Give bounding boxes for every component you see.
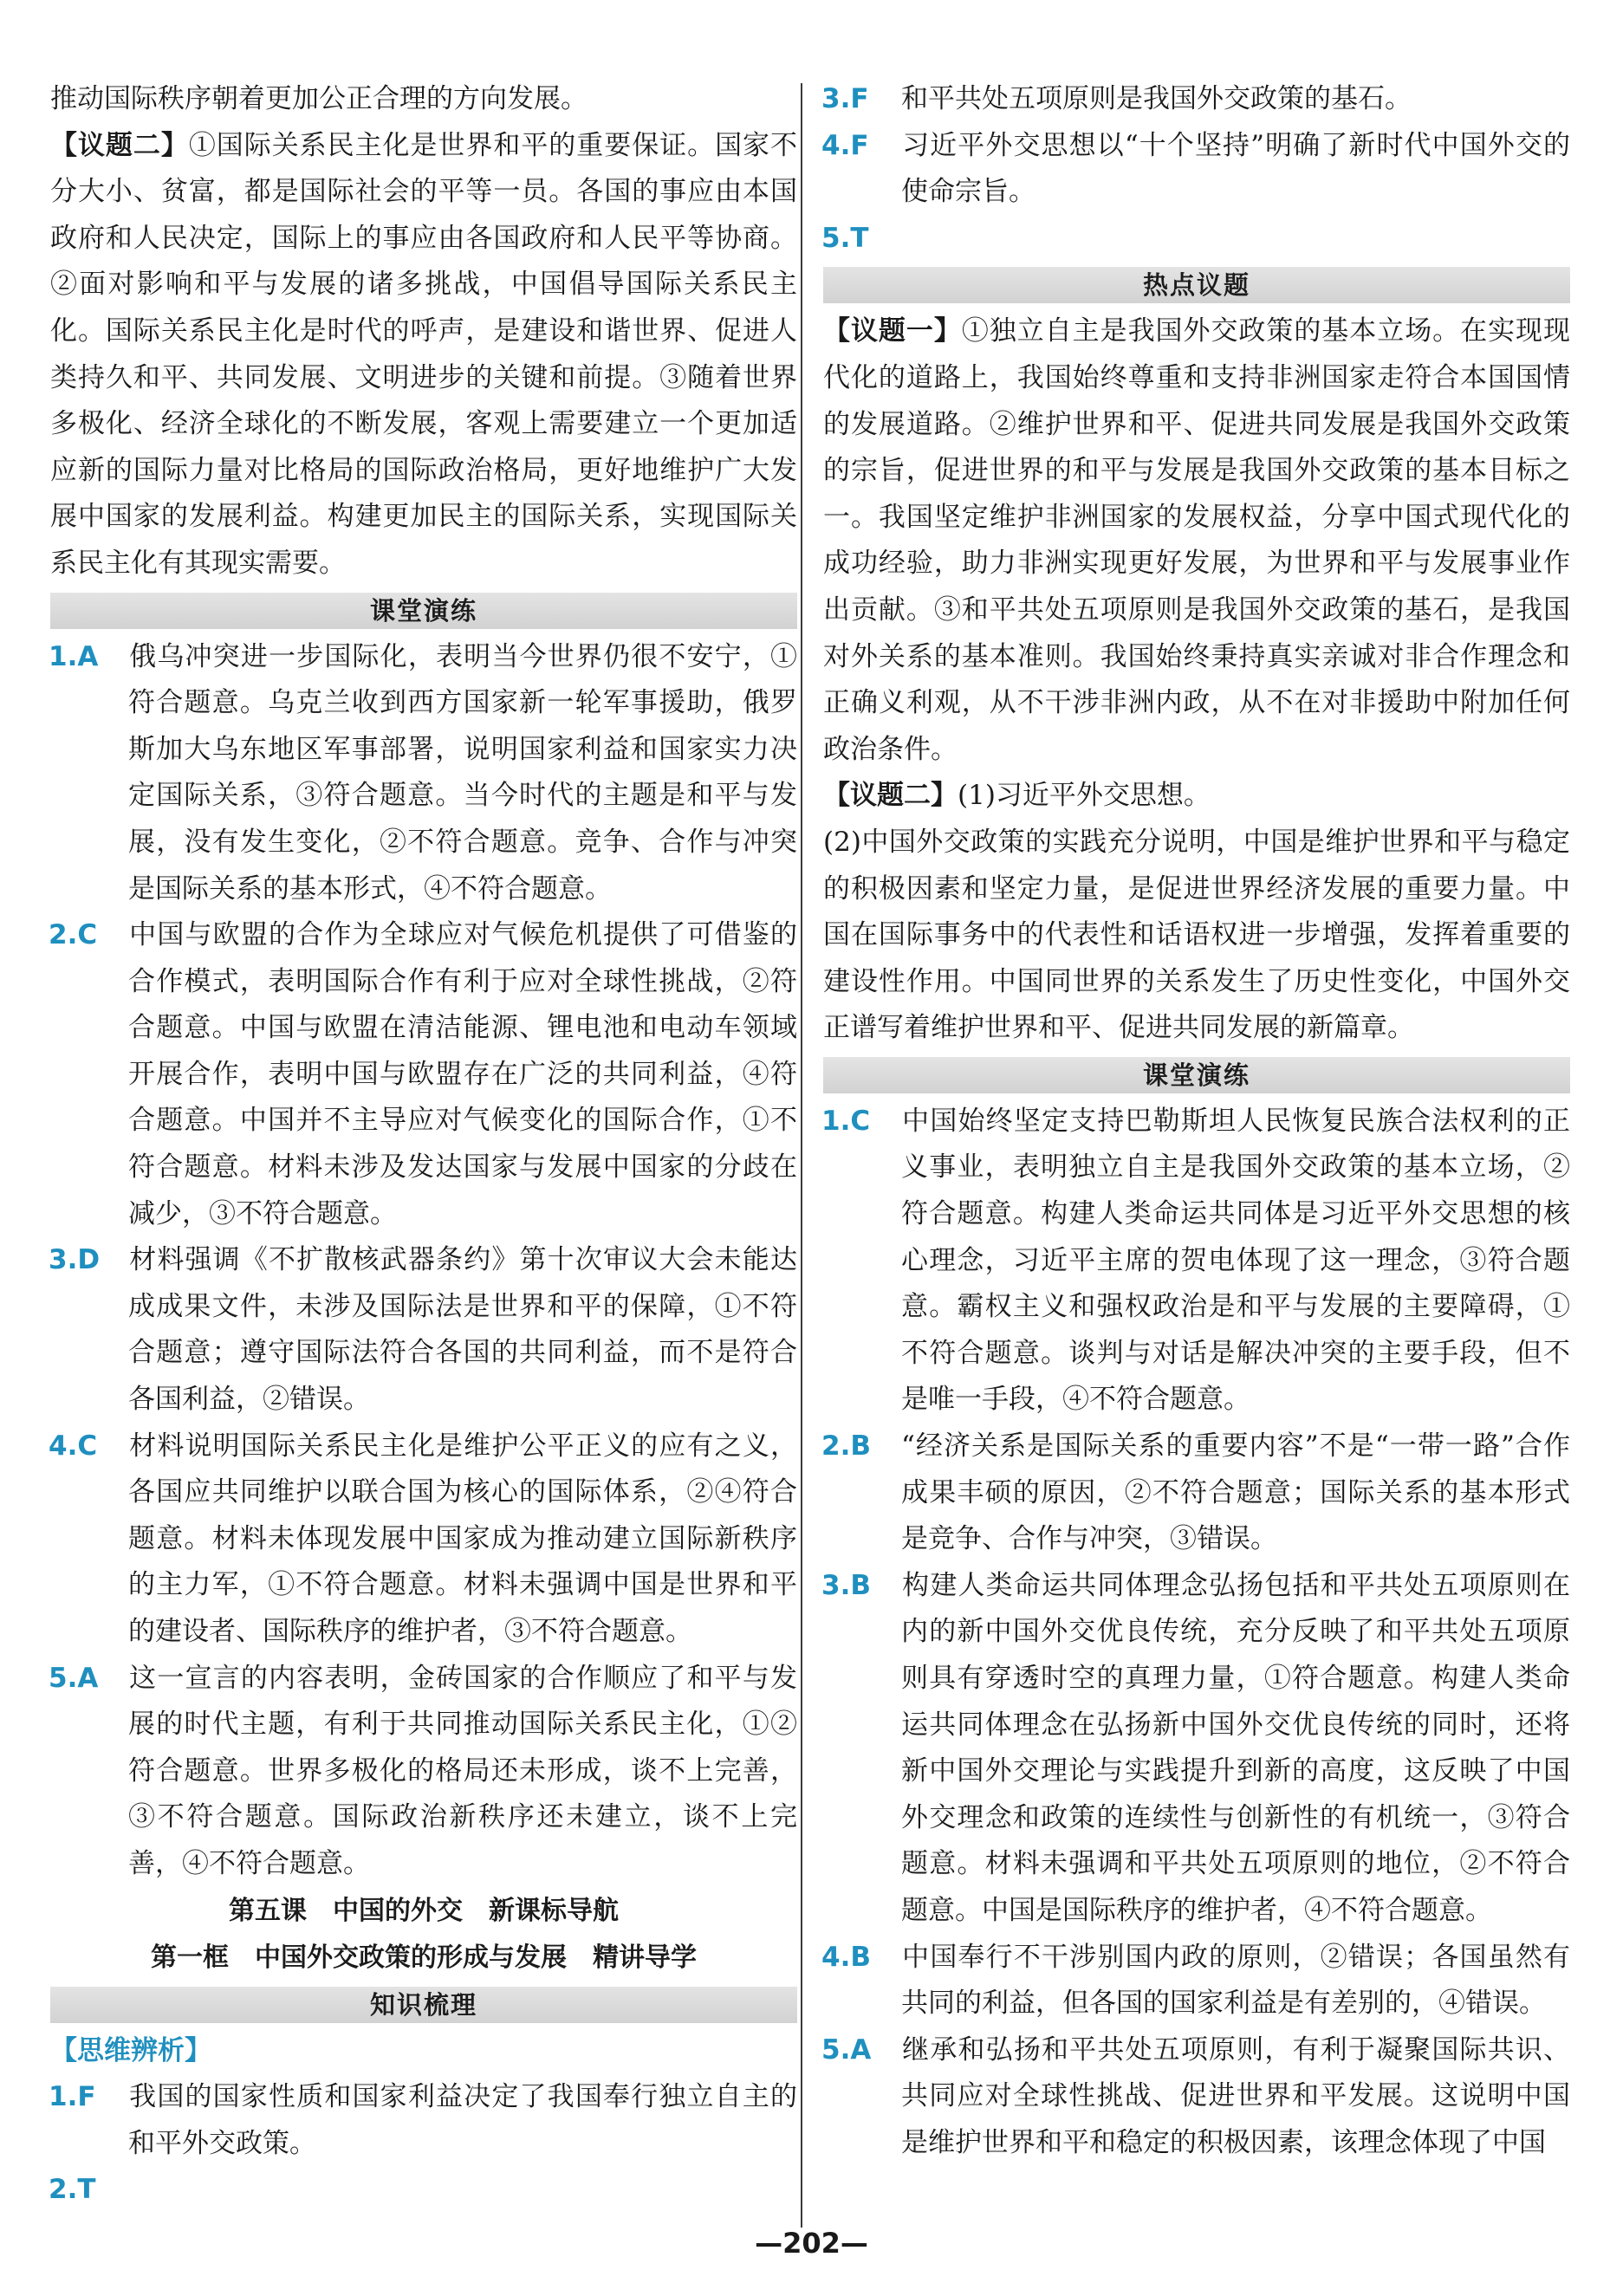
topic-2-text: ①国际关系民主化是世界和平的重要保证。国家不分大小、贫富，都是国际社会的平等一员。各国的事应由本国政府和人民决定，国际上的事应由各国政府和人民平等协商。②面对影响和平与发展的诸多挑战，中国倡导国际关系民主化。国际关系民主化是时代的呼声，是建设和谐世界、促进人类持久和平、共同发展、文明进步的关键和前提。③随着世界多极化、经济全球化的不断发展，客观上需要建立一个更加适应新的国际力量对比格局的国际政治格局，更好地维护广大发展中国家的发展利益。构建更加民主的国际关系，实现国际关系民主化有其现实需要。: [50, 129, 798, 579]
topic-1-tag: 【议题一】: [823, 315, 962, 347]
answer-number: 4.F: [821, 129, 869, 161]
lesson-heading: 第五课 中国的外交 新课标导航: [229, 1895, 619, 1926]
answer-number: 1.C: [821, 1105, 871, 1137]
answer-item: [823, 123, 1570, 216]
answer-item: [50, 1237, 797, 1423]
answer-number: 1.F: [49, 2081, 96, 2113]
answer-text: 这一宣言的内容表明，金砖国家的合作顺应了和平与发展的时代主题，有利于共同推动国际关系民主化，①②符合题意。世界多极化的格局还未形成，谈不上完善，③不符合题意。国际政治新秩序还未建立，谈不上完善，④不符合题意。: [128, 1662, 797, 1879]
section-bar-practice: 课堂演练: [823, 1057, 1570, 1093]
answer-text: “经济关系是国际关系的重要内容”不是“一带一路”合作成果丰硕的原因，②不符合题意；国际关系的基本形式是竞争、合作与冲突，③错误。: [901, 1430, 1570, 1555]
paragraph-intro: 推动国际秩序朝着更加公正合理的方向发展。: [50, 83, 588, 114]
answer-item: [50, 912, 797, 1237]
answer-number: 2.B: [821, 1430, 871, 1463]
answer-text: 中国与欧盟的合作为全球应对气候危机提供了可借鉴的合作模式，表明国际合作有利于应对全球性挑战，②符合题意。中国与欧盟在清洁能源、锂电池和电动车领域开展合作，表明中国与欧盟存在广泛的共同利益，④符合题意。中国并不主导应对气候变化的国际合作，①不符合题意。材料未涉及发达国家与发展中国家的分歧在减少，③不符合题意。: [128, 919, 797, 1229]
answer-item: [50, 2167, 797, 2214]
answer-item: [50, 1656, 797, 1888]
topic-1-text: ①独立自主是我国外交政策的基本立场。在实现现代化的道路上，我国始终尊重和支持非洲国家走符合本国国情的发展道路。②维护世界和平、促进共同发展是我国外交政策的宗旨，促进世界的和平与发展是我国外交政策的基本目标之一。我国坚定维护非洲国家的发展权益，分享中国式现代化的成功经验，助力非洲实现更好发展，为世界和平与发展事业作出贡献。③和平共处五项原则是我国外交政策的基石，是我国对外关系的基本准则。我国始终秉持真实亲诚对非合作理念和正确义利观，从不干涉非洲内政，从不在对非援助中附加任何政治条件。: [823, 315, 1571, 765]
answer-number: 3.B: [821, 1569, 871, 1601]
section-heading: 第一框 中国外交政策的形成与发展 精讲导学: [151, 1942, 697, 1973]
topic-2-answer-1: (1)习近平外交思想。: [958, 780, 1211, 812]
topic-2-tag: 【议题二】: [823, 780, 958, 812]
answer-text: 俄乌冲突进一步国际化，表明当今世界仍很不安宁，①符合题意。乌克兰收到西方国家新一轮军事援助，俄罗斯加大乌东地区军事部署，说明国家利益和国家实力决定国际关系，③符合题意。当今时代的主题是和平与发展，没有发生变化，②不符合题意。竞争、合作与冲突是国际关系的基本形式，④不符合题意。: [128, 640, 797, 905]
topic-1-block: [823, 308, 1570, 773]
answer-text: 构建人类命运共同体理念弘扬包括和平共处五项原则在内的新中国外交优良传统，充分反映了和平共处五项原则具有穿透时空的真理力量，①符合题意。构建人类命运共同体理念在弘扬新中国外交优良传统的同时，还将新中国外交理论与实践提升到新的高度，这反映了中国外交理念和政策的连续性与创新性的有机统一，③符合题意。材料未强调和平共处五项原则的地位，②不符合题意。中国是国际秩序的维护者，④不符合题意。: [901, 1569, 1570, 1926]
answer-item: [50, 634, 797, 913]
answer-number: 3.D: [49, 1244, 101, 1276]
answer-text: 我国的国家性质和国家利益决定了我国奉行独立自主的和平外交政策。: [128, 2081, 797, 2159]
answer-number: 4.B: [821, 1941, 871, 1973]
answer-text: 继承和弘扬和平共处五项原则，有利于凝聚国际共识、共同应对全球性挑战、促进世界和平发展。这说明中国是维护世界和平和稳定的积极因素，该理念体现了中国: [901, 2033, 1570, 2158]
answer-item: [823, 216, 1570, 263]
answer-item: [823, 76, 1570, 123]
answer-item: [823, 1935, 1570, 2027]
answer-number: 3.F: [821, 83, 869, 114]
answer-text: 材料强调《不扩散核武器条约》第十次审议大会未能达成成果文件，未涉及国际法是世界和平的保障，①不符合题意；遵守国际法符合各国的共同利益，而不是符合各国利益，②错误。: [128, 1244, 797, 1416]
answer-item: [50, 2074, 797, 2167]
answer-text: 中国始终坚定支持巴勒斯坦人民恢复民族合法权利的正义事业，表明独立自主是我国外交政策的基本立场，②符合题意。构建人类命运共同体是习近平外交思想的核心理念，习近平主席的贺电体现了这一理念，③符合题意。霸权主义和强权政治是和平与发展的主要障碍，①不符合题意。谈判与对话是解决冲突的主要手段，但不是唯一手段，④不符合题意。: [901, 1105, 1570, 1416]
left-column: [50, 76, 797, 2214]
answer-item: [50, 1424, 797, 1656]
column-divider: [801, 83, 802, 2228]
topic-2-block: [823, 773, 1570, 820]
answer-text: 材料说明国际关系民主化是维护公平正义的应有之义，各国应共同维护以联合国为核心的国际体系，②④符合题意。材料未体现发展中国家成为推动建立国际新秩序的主力军，①不符合题意。材料未强调中国是世界和平的建设者、国际秩序的维护者，③不符合题意。: [128, 1430, 797, 1647]
right-column: [823, 76, 1570, 2167]
answer-number: 2.C: [49, 919, 98, 951]
answer-text: 中国奉行不干涉别国内政的原则，②错误；各国虽然有共同的利益，但各国的国家利益是有差别的，④错误。: [901, 1941, 1570, 2020]
answer-number: 5.T: [821, 222, 869, 254]
answer-item: [823, 1099, 1570, 1424]
answer-item: [823, 2027, 1570, 2167]
section-bar-hot-topics: 热点议题: [823, 267, 1570, 303]
answer-number: 5.A: [49, 1662, 99, 1694]
section-bar-knowledge: 知识梳理: [50, 1987, 797, 2023]
answer-text: 习近平外交思想以“十个坚持”明确了新时代中国外交的使命宗旨。: [901, 129, 1570, 208]
topic-2-block: [50, 123, 797, 587]
answer-number: 1.A: [49, 640, 99, 672]
answer-text: 和平共处五项原则是我国外交政策的基石。: [901, 83, 1412, 114]
answer-number: 5.A: [821, 2033, 872, 2066]
section-bar-practice: 课堂演练: [50, 593, 797, 629]
answer-item: [823, 1424, 1570, 1563]
page-number: —202—: [755, 2227, 868, 2260]
topic-2-answer-2: (2)中国外交政策的实践充分说明，中国是维护世界和平与稳定的积极因素和坚定力量，是促进世界经济发展的重要力量。中国在国际事务中的代表性和话语权进一步增强，发挥着重要的建设性作用。中国同世界的关系发生了历史性变化，中国外交正谱写着维护世界和平、促进共同发展的新篇章。: [823, 826, 1570, 1044]
answer-number: 2.T: [49, 2174, 96, 2206]
thinking-tag: 【思维辨析】: [50, 2034, 211, 2066]
topic-2-tag: 【议题二】: [50, 129, 189, 161]
answer-item: [823, 1563, 1570, 1935]
answer-number: 4.C: [49, 1430, 98, 1462]
